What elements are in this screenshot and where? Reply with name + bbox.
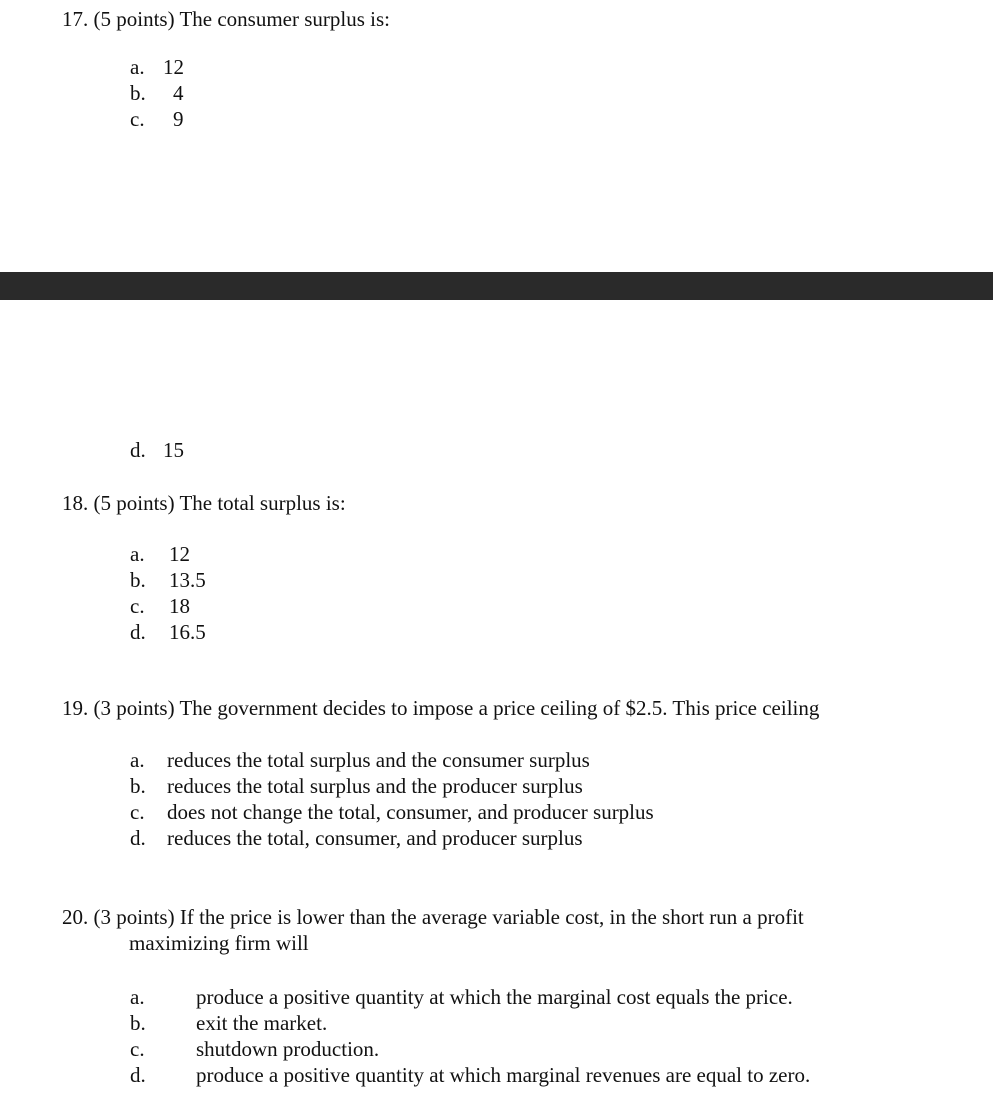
- option-text: 18: [169, 594, 190, 618]
- option-text: shutdown production.: [196, 1037, 380, 1061]
- option-text: 9: [173, 107, 184, 131]
- option-text: 15: [163, 438, 184, 462]
- option-letter: a.: [130, 748, 145, 772]
- question-17-title: 17. (5 points) The consumer surplus is:: [62, 7, 391, 31]
- option-letter: b.: [130, 774, 146, 798]
- option-text: 13.5: [169, 568, 206, 592]
- option-text: 12: [169, 542, 190, 566]
- option-letter: b.: [130, 1011, 146, 1035]
- option-text: reduces the total, consumer, and producer surplus: [167, 826, 583, 850]
- option-text: produce a positive quantity at which marginal revenues are equal to zero.: [196, 1063, 811, 1087]
- option-letter: b.: [130, 568, 146, 592]
- option-text: exit the market.: [196, 1011, 328, 1035]
- option-letter: c.: [130, 107, 145, 131]
- option-letter: a.: [130, 985, 145, 1009]
- option-letter: d.: [130, 438, 146, 462]
- option-text: 4: [173, 81, 184, 105]
- option-text: 12: [163, 55, 184, 79]
- option-text: produce a positive quantity at which the marginal cost equals the price.: [196, 985, 793, 1009]
- option-letter: d.: [130, 826, 146, 850]
- question-19-title: 19. (3 points) The government decides to impose a price ceiling of $2.5. This price ceiling: [62, 696, 820, 720]
- option-text: reduces the total surplus and the producer surplus: [167, 774, 583, 798]
- question-18-title: 18. (5 points) The total surplus is:: [62, 491, 346, 515]
- option-letter: d.: [130, 620, 146, 644]
- option-letter: c.: [130, 594, 145, 618]
- question-20-title-line2: maximizing firm will: [129, 931, 309, 955]
- option-text: reduces the total surplus and the consumer surplus: [167, 748, 590, 772]
- option-letter: a.: [130, 542, 145, 566]
- option-text: 16.5: [169, 620, 206, 644]
- option-letter: c.: [130, 800, 145, 824]
- option-letter: d.: [130, 1063, 146, 1087]
- option-letter: b.: [130, 81, 146, 105]
- question-20-title-line1: 20. (3 points) If the price is lower than the average variable cost, in the short run a profit: [62, 905, 804, 929]
- option-letter: c.: [130, 1037, 145, 1061]
- option-text: does not change the total, consumer, and producer surplus: [167, 800, 654, 824]
- page-break-divider: [0, 272, 993, 300]
- option-letter: a.: [130, 55, 145, 79]
